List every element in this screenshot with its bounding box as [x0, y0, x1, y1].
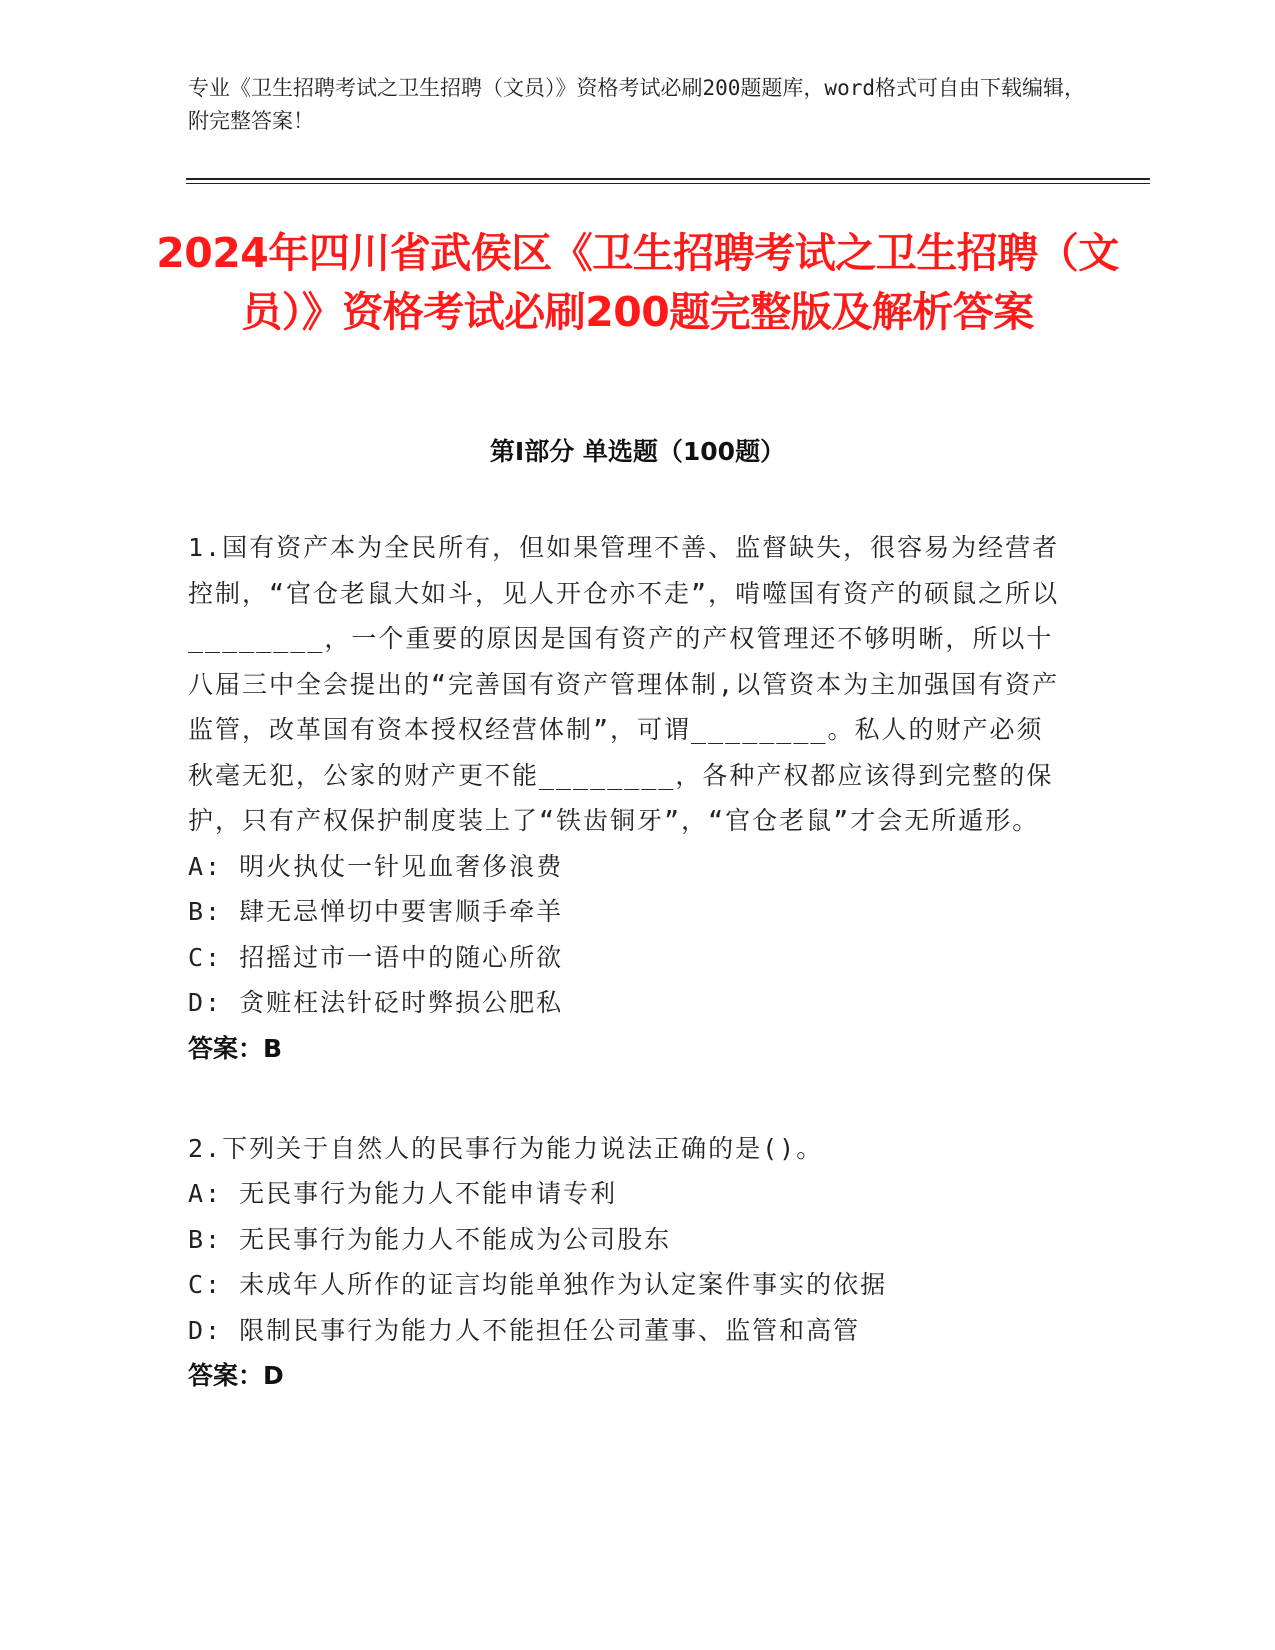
document-title: 2024年四川省武侯区《卫生招聘考试之卫生招聘（文员）》资格考试必刷200题完整版及解析答案	[156, 229, 1119, 336]
section-heading: 第Ⅰ部分 单选题（100题）	[489, 437, 786, 466]
option-d: D: 限制民事行为能力人不能担任公司董事、监管和高管	[188, 1315, 861, 1345]
question-list	[188, 525, 1068, 1453]
answer-label: 答案：D	[188, 1361, 284, 1390]
option-c: C: 招摇过市一语中的随心所欲	[188, 942, 564, 972]
question-stem: 1.国有资产本为全民所有，但如果管理不善、监督缺失，很容易为经营者控制，“官仓老鼠大如斗，见人开仓亦不走”，啃噬国有资产的硕鼠之所以________，一个重要的原因是国有资产的产权管理还不够明晰，所以十八届三中全会提出的“完善国有资产管理体制,以管资本为主加强国有资产监管，改革国有资本授权经营体制”，可谓________。私人的财产必须秋毫无犯，公家的财产更不能________，各种产权都应该得到完整的保护，只有产权保护制度装上了“铁齿铜牙”，“官仓老鼠”才会无所遁形。	[188, 533, 1060, 835]
header-divider-thin	[186, 183, 1150, 184]
question-1	[188, 525, 1068, 1072]
header-note: 专业《卫生招聘考试之卫生招聘（文员）》资格考试必刷200题题库，word格式可自由下载编辑，附完整答案！	[188, 76, 1085, 133]
question-2	[188, 1126, 1068, 1400]
option-b: B: 无民事行为能力人不能成为公司股东	[188, 1224, 672, 1254]
option-d: D: 贪赃枉法针砭时弊损公肥私	[188, 988, 564, 1017]
answer-label: 答案：B	[188, 1033, 283, 1063]
question-stem: 2.下列关于自然人的民事行为能力说法正确的是()。	[188, 1133, 824, 1163]
option-a: A: 无民事行为能力人不能申请专利	[188, 1179, 618, 1208]
option-c: C: 未成年人所作的证言均能单独作为认定案件事实的依据	[188, 1270, 888, 1299]
header-divider-thick	[186, 178, 1150, 180]
option-a: A: 明火执仗一针见血奢侈浪费	[188, 851, 564, 881]
option-b: B: 肆无忌惮切中要害顺手牵羊	[188, 897, 564, 926]
